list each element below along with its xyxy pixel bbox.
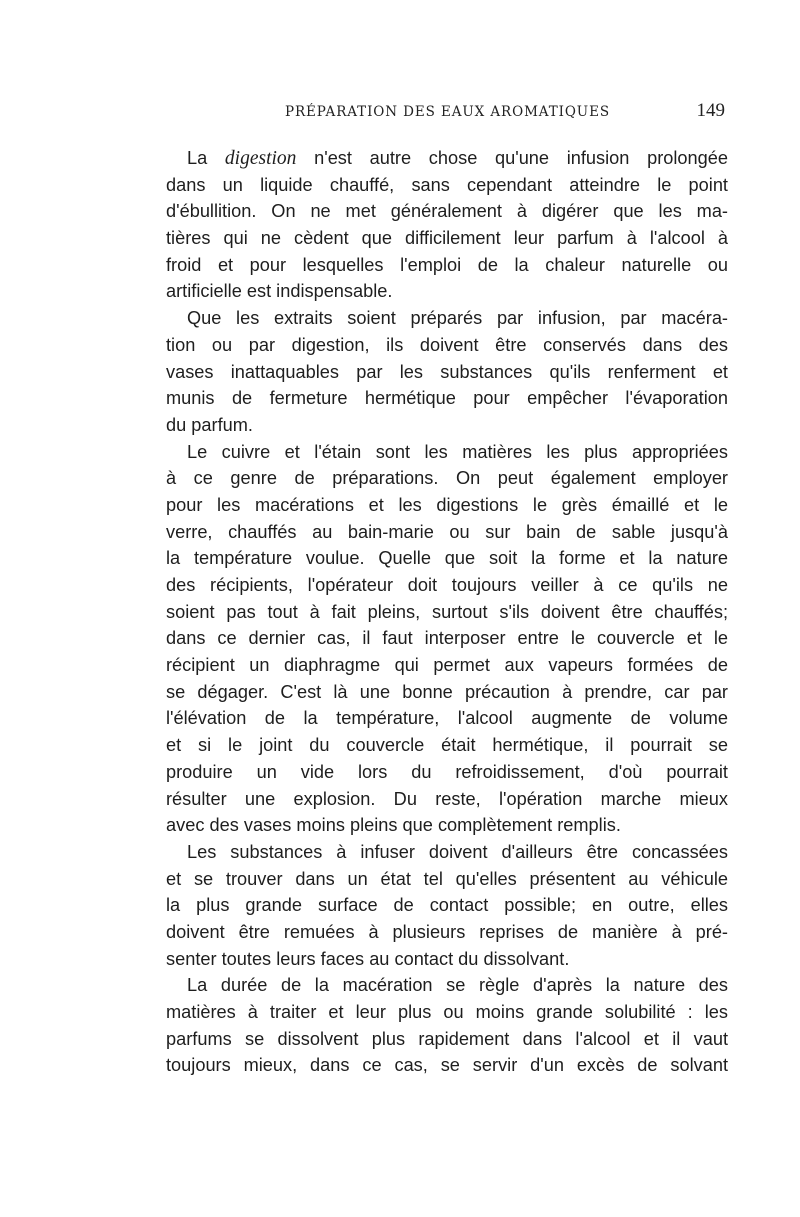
text-line: dans un liquide chauffé, sans cependant atteindre le point (166, 174, 728, 195)
text-line (166, 145, 728, 172)
text-line: La durée de la macération se règle d'après la nature des (187, 975, 728, 996)
text-line: la plus grande surface de contact possible; en outre, elles (166, 895, 728, 916)
text-line: artificielle est indispensable. (166, 281, 393, 302)
italic-term: digestion (224, 148, 297, 169)
text-line: l'élévation de la température, l'alcool augmente de volume (166, 708, 728, 729)
text-line: pour les macérations et les digestions le grès émaillé et le (166, 494, 728, 515)
text-line: vases inattaquables par les substances qu'ils renferment et (166, 361, 728, 382)
text-line: tières qui ne cèdent que difficilement leur parfum à l'alcool à (166, 228, 728, 249)
text-line: verre, chauffés au bain-marie ou sur bain de sable jusqu'à (166, 521, 728, 542)
text-line: Le cuivre et l'étain sont les matières les plus appropriées (187, 441, 728, 462)
text-line: d'ébullition. On ne met généralement à digérer que les ma- (166, 201, 728, 222)
text-line: et si le joint du couvercle était hermétique, il pourrait se (166, 735, 728, 756)
text-line: du parfum. (166, 414, 253, 435)
text-line: munis de fermeture hermétique pour empêcher l'évaporation (166, 388, 728, 409)
text-line: senter toutes leurs faces au contact du dissolvant. (166, 948, 570, 969)
text-line: la température voulue. Quelle que soit la forme et la nature (166, 548, 728, 569)
text-line: froid et pour lesquelles l'emploi de la chaleur naturelle ou (166, 254, 728, 275)
page-header (165, 100, 725, 126)
page-number: 149 (696, 100, 725, 121)
text-line: résulter une explosion. Du reste, l'opération marche mieux (166, 788, 728, 809)
text-line: des récipients, l'opérateur doit toujours veiller à ce qu'ils ne (166, 575, 728, 595)
text-line: parfums se dissolvent plus rapidement dans l'alcool et il vaut (166, 1028, 728, 1049)
text-line: doivent être remuées à plusieurs reprises de manière à pré- (166, 921, 728, 942)
text-line: Que les extraits soient préparés par infusion, par macéra- (187, 308, 728, 329)
text-line: se dégager. C'est là une bonne précaution à prendre, car par (166, 681, 728, 702)
text-line-rest: n'est autre chose qu'une infusion prolongée (314, 148, 728, 168)
text-line: dans ce dernier cas, il faut interposer entre le couvercle et le (166, 628, 728, 649)
text-line: produire un vide lors du refroidissement, d'où pourrait (166, 761, 728, 782)
text-line: tion ou par digestion, ils doivent être conservés dans des (166, 334, 728, 355)
text-line: et se trouver dans un état tel qu'elles présentent au véhicule (166, 868, 728, 889)
text-lead: La (187, 148, 208, 168)
body-text (166, 145, 728, 1079)
text-line: soient pas tout à fait pleins, surtout s'ils doivent être chauffés; (166, 601, 728, 622)
text-line: matières à traiter et leur plus ou moins grande solubilité : les (166, 1002, 728, 1022)
running-head: PRÉPARATION DES EAUX AROMATIQUES (285, 104, 610, 120)
text-line: récipient un diaphragme qui permet aux vapeurs formées de (166, 655, 728, 676)
text-line: à ce genre de préparations. On peut également employer (166, 468, 728, 489)
text-line: avec des vases moins pleins que complètement remplis. (166, 815, 621, 836)
text-line: Les substances à infuser doivent d'ailleurs être concassées (187, 841, 728, 862)
text-line: toujours mieux, dans ce cas, se servir d'un excès de solvant (166, 1055, 728, 1076)
